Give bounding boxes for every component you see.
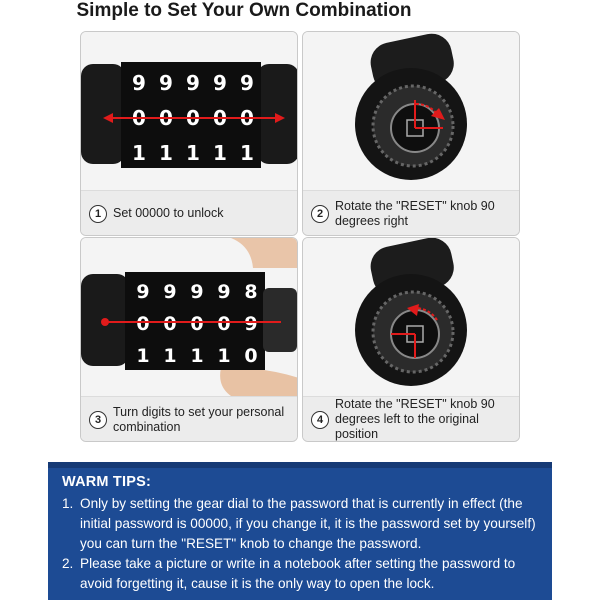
lock-dial-photo [81, 32, 298, 190]
step-caption [303, 396, 519, 442]
tip-text: Please take a picture or write in a notebook after setting the password to avoid forgetting it, cause it is the only way to open the lock. [80, 556, 516, 591]
dial-digit: 9 [132, 71, 146, 95]
dial-digit: 1 [136, 345, 150, 367]
dial-digit: 0 [132, 106, 146, 130]
dial-digit: 1 [163, 345, 177, 367]
dial-digit: 1 [217, 345, 231, 367]
dial-digit: 0 [163, 313, 177, 335]
turning-digits-photo [81, 238, 298, 396]
tip-index: 1. [62, 496, 74, 511]
step-caption-text: Set 00000 to unlock [113, 206, 224, 220]
step-caption-text: Turn digits to set your personal combination [113, 404, 285, 434]
dial-digit: 1 [213, 141, 227, 165]
dial-digit: 1 [190, 345, 204, 367]
arrow-dot-icon [101, 318, 109, 326]
dial-digit: 9 [217, 281, 231, 303]
dial-digit: 9 [163, 281, 177, 303]
step-number-badge: 2 [311, 205, 329, 223]
dial-digit: 9 [240, 71, 254, 95]
step-1-panel [80, 31, 298, 236]
dial-digit: 9 [186, 71, 200, 95]
step-3-panel [80, 237, 298, 442]
reset-knob-photo [303, 32, 520, 190]
dial-digit: 9 [190, 281, 204, 303]
warm-tips-box [48, 462, 552, 600]
step-caption-text: Rotate the "RESET" knob 90 degrees left to the original position [335, 397, 495, 441]
reset-knob-photo [303, 238, 520, 396]
tip-item [62, 494, 542, 554]
step-caption-text: Rotate the "RESET" knob 90 degrees right [335, 198, 495, 228]
dial-digit: 0 [136, 313, 150, 335]
warm-tips-title: WARM TIPS: [62, 474, 151, 490]
dial-digit: 1 [240, 141, 254, 165]
lock-end-left [81, 64, 125, 164]
dial-digit: 1 [159, 141, 173, 165]
step-number-badge: 3 [89, 411, 107, 429]
dial-digit: 0 [190, 313, 204, 335]
step-caption [81, 396, 297, 442]
dial-digit: 0 [217, 313, 231, 335]
dial-digit: 0 [159, 106, 173, 130]
dial-digit: 9 [244, 313, 258, 335]
dial-digit: 0 [213, 106, 227, 130]
dial-digit: 8 [244, 281, 258, 303]
tip-item [62, 554, 542, 594]
tip-index: 2. [62, 556, 74, 571]
page-title: Simple to Set Your Own Combination [76, 0, 412, 21]
dial-digit: 0 [240, 106, 254, 130]
dial-digit: 0 [186, 106, 200, 130]
dial-digit: 0 [244, 345, 258, 367]
step-number-badge: 4 [311, 411, 329, 429]
dial-digit: 1 [186, 141, 200, 165]
dial-digit: 9 [159, 71, 173, 95]
step-number-badge: 1 [89, 205, 107, 223]
dial-digit: 9 [213, 71, 227, 95]
dial-digit: 1 [132, 141, 146, 165]
step-caption [81, 190, 297, 236]
step-2-panel [302, 31, 520, 236]
dial-digit: 9 [136, 281, 150, 303]
lock-end-right [257, 64, 298, 164]
tip-text: Only by setting the gear dial to the password that is currently in effect (the initial password is 00000, if you change it, it is the password set by yourself) you can turn the "RESET" knob to change the password. [80, 496, 536, 551]
step-4-panel [302, 237, 520, 442]
step-caption [303, 190, 519, 236]
